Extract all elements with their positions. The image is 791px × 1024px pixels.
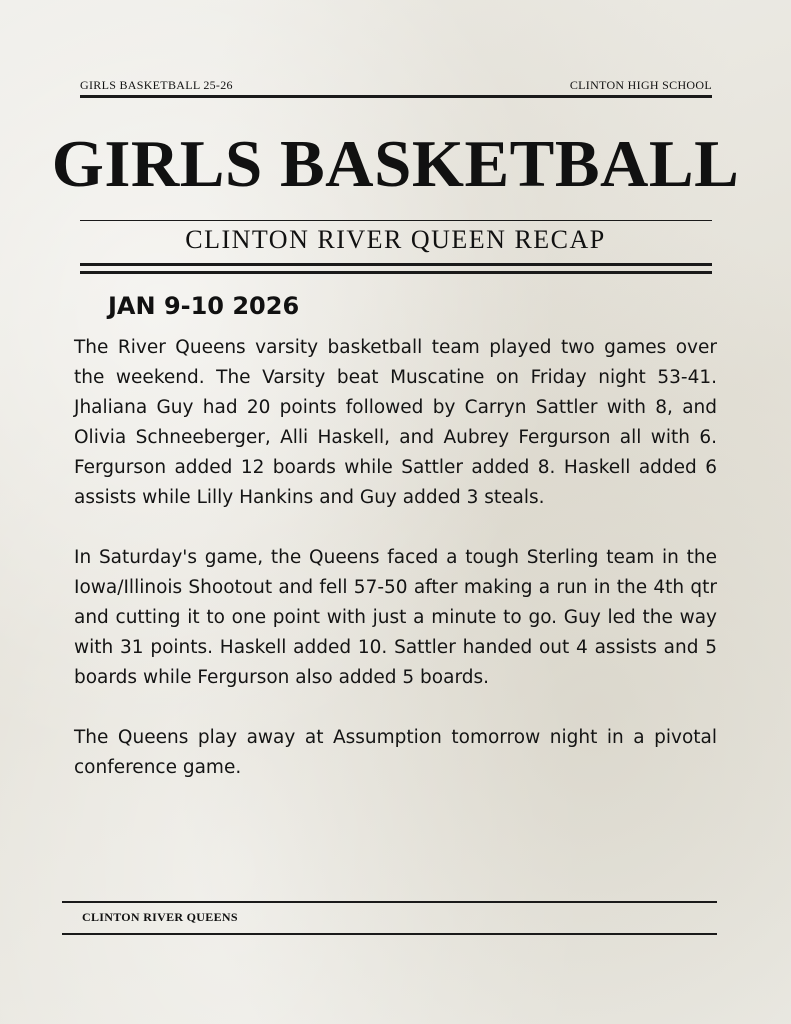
- article-paragraph: The River Queens varsity basketball team played two games over the weekend. The Varsity beat Muscatine on Friday night 53-41. Jhaliana Guy had 20 points followed by Carryn Sattler with 8, and Olivia Schneeberger, Alli Haskell, and Aubrey Fergurson all with 6. Fergurson added 12 boards while Sattler added 8. Haskell added 6 assists while Lilly Hankins and Guy added 3 steals.: [74, 337, 717, 508]
- page-title: GIRLS BASKETBALL: [51, 127, 740, 201]
- subtitle-rule-top: [80, 263, 712, 266]
- header-left-label: GIRLS BASKETBALL 25-26: [80, 78, 233, 92]
- article-body: [74, 333, 717, 813]
- footer-rule-top: [62, 901, 717, 903]
- page-subtitle: CLINTON RIVER QUEEN RECAP: [185, 225, 606, 254]
- footer-rule-bottom: [62, 933, 717, 935]
- article-date: JAN 9-10 2026: [108, 292, 300, 320]
- article-paragraph: In Saturday's game, the Queens faced a tough Sterling team in the Iowa/Illinois Shootout and fell 57-50 after making a run in the 4th qtr and cutting it to one point with just a minute to go. Guy led the way with 31 points. Haskell added 10. Sattler handed out 4 assists and 5 boards while Fergurson also added 5 boards.: [74, 547, 717, 688]
- header-right-label: CLINTON HIGH SCHOOL: [569, 78, 712, 92]
- header-rule: [80, 95, 712, 98]
- header-bar: [80, 78, 712, 93]
- subtitle-rule-bottom: [80, 271, 712, 274]
- article-paragraph: The Queens play away at Assumption tomorrow night in a pivotal conference game.: [74, 727, 717, 778]
- title-rule-thin: [80, 220, 712, 221]
- footer-label: CLINTON RIVER QUEENS: [82, 910, 238, 924]
